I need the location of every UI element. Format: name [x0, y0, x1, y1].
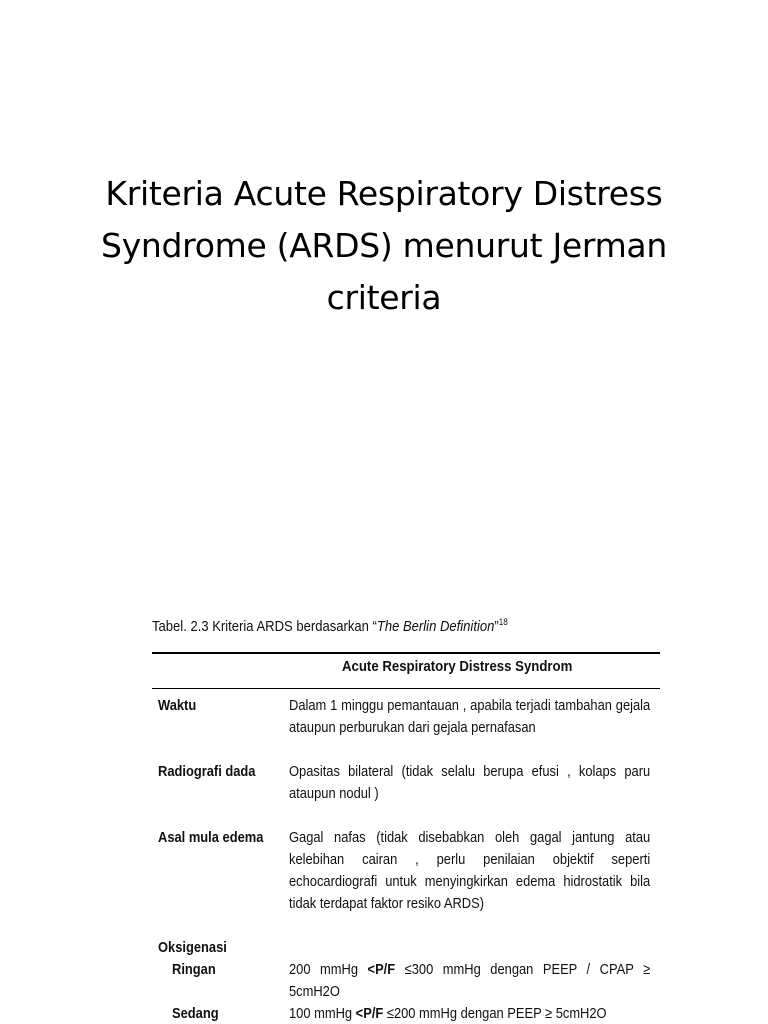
table-row [152, 827, 662, 937]
value-pre: 200 mmHg [289, 961, 368, 978]
row-label: Asal mula edema [158, 829, 264, 846]
value-pre: 100 mmHg [289, 1005, 356, 1022]
table-row [152, 761, 662, 827]
table-row [152, 1003, 662, 1024]
row-label: Waktu [158, 697, 197, 714]
table-caption [152, 612, 611, 652]
value-bold: <P/F [367, 961, 396, 978]
row-label: Oksigenasi [158, 939, 227, 956]
ards-criteria-table [152, 612, 662, 1022]
value-post: ≤300 mmHg dengan PEEP / CPAP ≥ 5cmH2O [289, 961, 651, 1000]
row-value: Opasitas bilateral (tidak selalu berupa efusi , kolaps paru ataupun nodul ) [289, 763, 651, 802]
row-value: Gagal nafas (tidak disebabkan oleh gagal jantung atau kelebihan cairan , perlu penilaian objektif seperti echocardiografi untuk menyingkirkan edema hidrostatik bila tidak terdapat faktor resiko ARDS) [289, 829, 651, 912]
row-value: Dalam 1 minggu pemantauan , apabila terjadi tambahan gejala ataupun perburukan dari gejala pernafasan [289, 697, 651, 736]
caption-reference: 18 [498, 617, 508, 627]
table-header-row [152, 654, 662, 688]
value-bold: <P/F [355, 1005, 384, 1022]
table-header-rule [152, 688, 660, 689]
row-label: Radiografi dada [158, 763, 256, 780]
slide-title [40, 168, 728, 324]
row-value [289, 1003, 650, 1024]
table-header: Acute Respiratory Distress Syndrom [342, 658, 573, 675]
table-row [152, 937, 662, 959]
table-row [152, 959, 662, 1003]
title-line-2: Syndrome (ARDS) menurut Jerman [101, 226, 667, 265]
row-value [289, 959, 650, 1003]
caption-suffix: ” [494, 619, 499, 635]
caption-prefix: Tabel. 2.3 Kriteria ARDS berdasarkan “ [152, 619, 377, 635]
caption-italic: The Berlin Definition [376, 619, 495, 635]
title-line-3: criteria [326, 278, 442, 317]
title-line-1: Kriteria Acute Respiratory Distress [105, 174, 663, 213]
row-label: Ringan [172, 961, 216, 978]
row-label: Sedang [172, 1005, 219, 1022]
value-post: ≤200 mmHg dengan PEEP ≥ 5cmH2O [383, 1005, 607, 1022]
table-row [152, 695, 662, 761]
